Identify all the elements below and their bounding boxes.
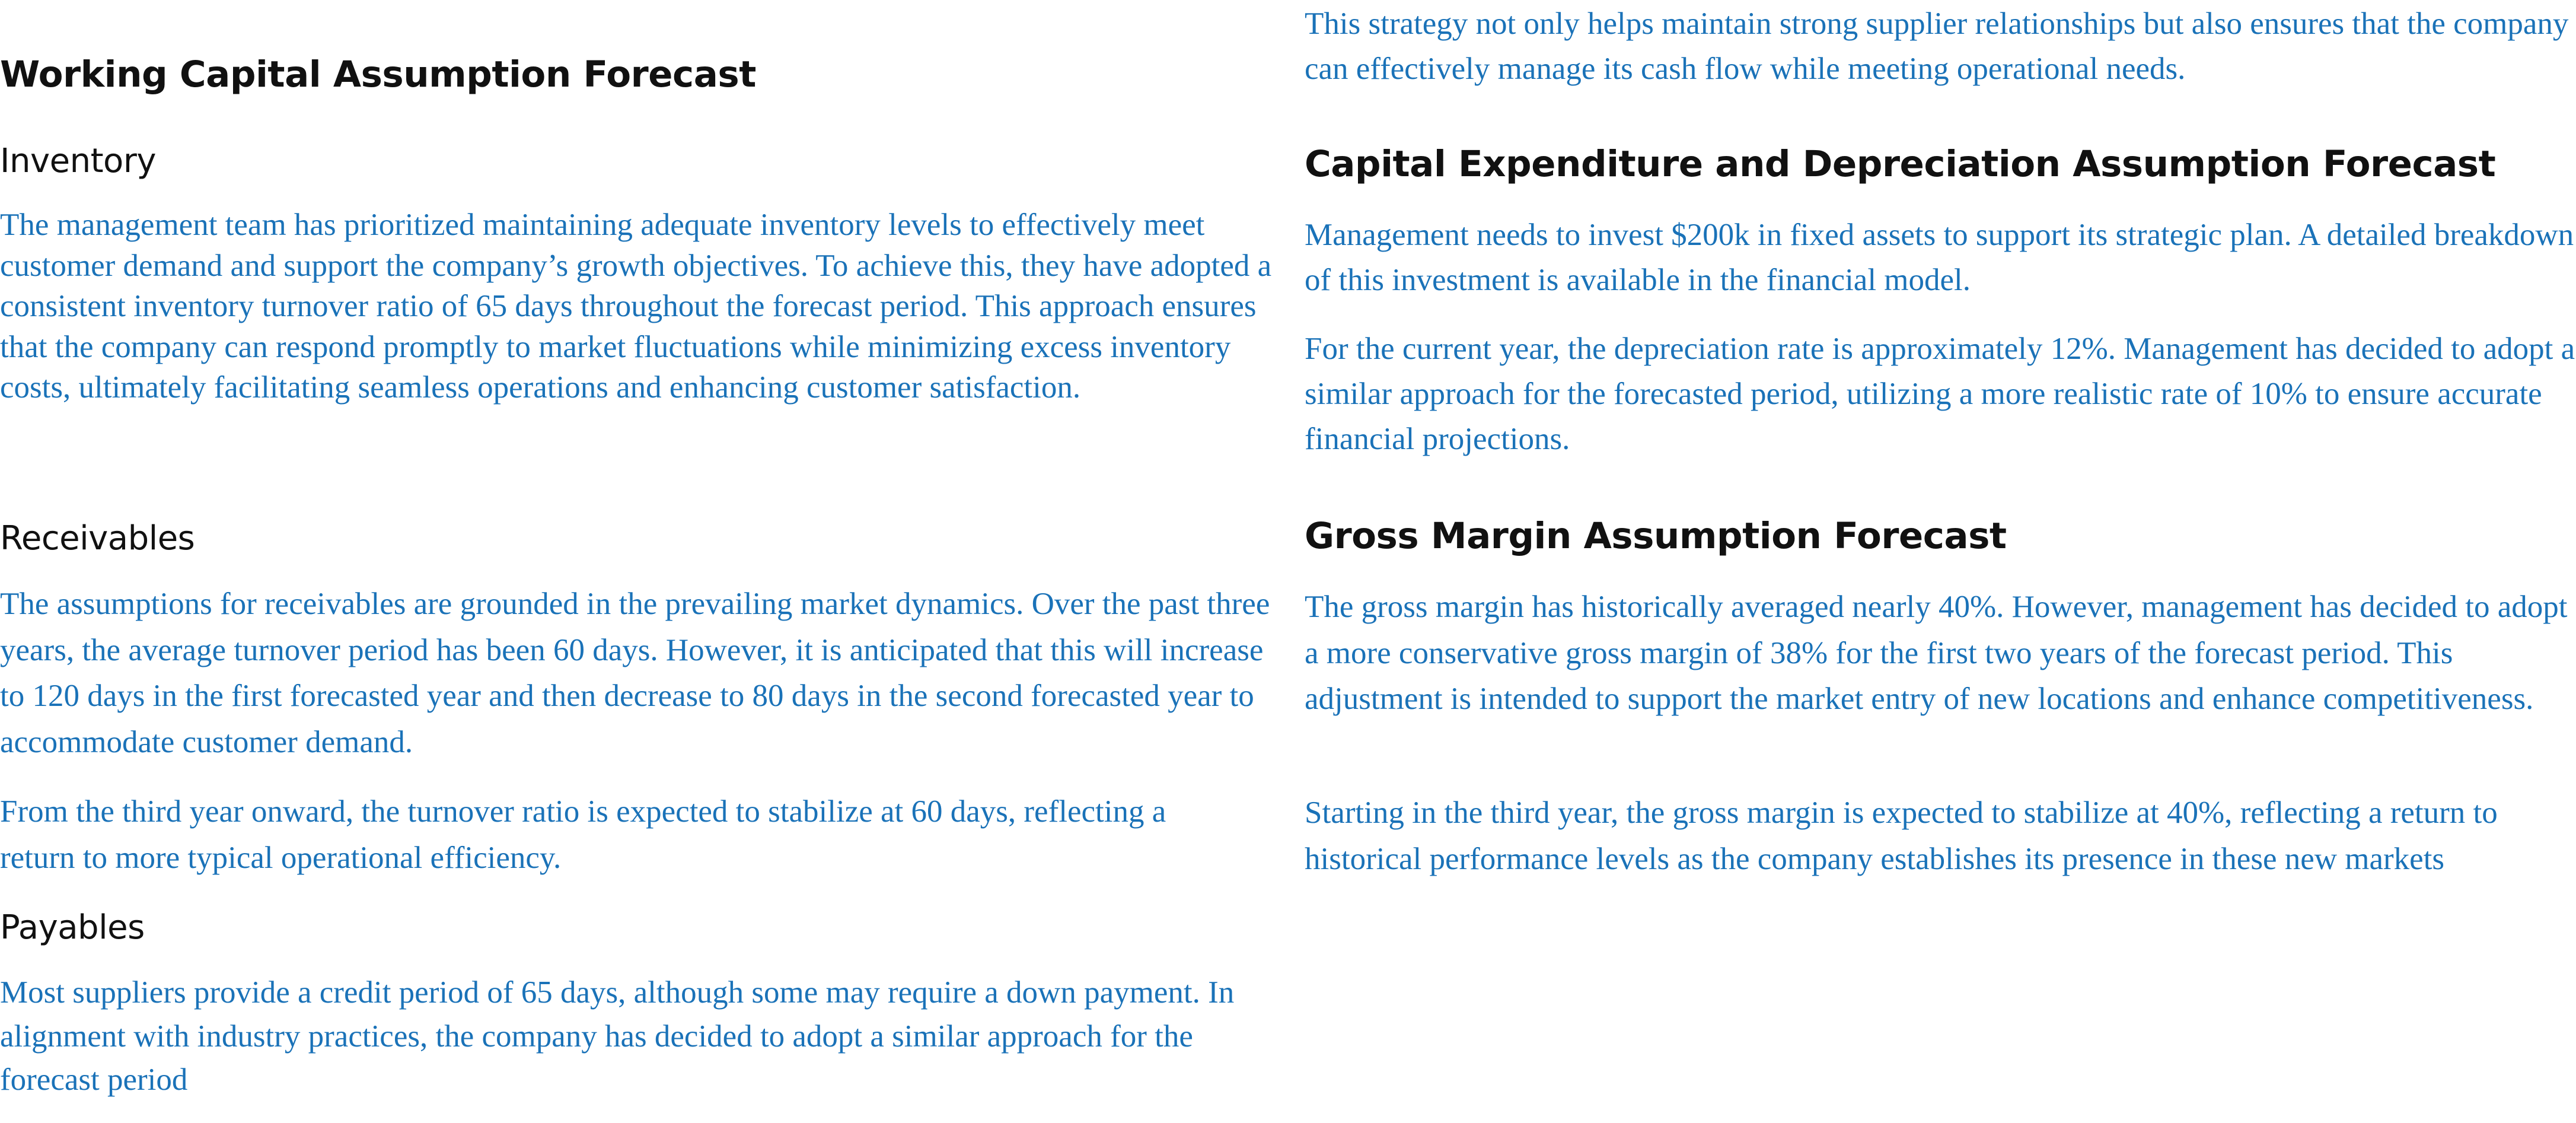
inventory-paragraph: The management team has prioritized maintaining adequate inventory levels to effectively meet customer demand and support the company’s growth objectives. To achieve this, they have adopted a consistent inventory turnover ratio of 65 days throughout the forecast period. This approach ensures that the company can respond promptly to market fluctuations while minimizing excess inventory costs, ultimately facilitating seamless operations and enhancing customer satisfaction.	[0, 208, 1272, 405]
payables-paragraph-2: This strategy not only helps maintain strong supplier relationships but also ensures that the company can effectively manage its cash flow while meeting operational needs.	[1305, 7, 2569, 86]
receivables-paragraph-2: From the third year onward, the turnover ratio is expected to stabilize at 60 days, reflecting a return to more typical operational efficiency.	[0, 794, 1166, 875]
receivables-paragraph-1: The assumptions for receivables are grounded in the prevailing market dynamics. Over the past three years, the average turnover period has been 60 days. However, it is anticipated that this will increase to 120 days in the first forecasted year and then decrease to 80 days in the second forecasted year to accommodate customer demand.	[0, 587, 1270, 759]
gross-margin-paragraph-1: The gross margin has historically averaged nearly 40%. However, management has decided to adopt a more conservative gross margin of 38% for the first two years of the forecast period. This adjustment is intended to support the market entry of new locations and enhance competitiveness.	[1305, 590, 2568, 716]
working-capital-title: Working Capital Assumption Forecast	[0, 53, 756, 96]
inventory-heading: Inventory	[0, 142, 156, 180]
gross-margin-title: Gross Margin Assumption Forecast	[1305, 515, 2007, 557]
capex-title: Capital Expenditure and Depreciation Assumption Forecast	[1305, 143, 2496, 185]
capex-paragraph-1: Management needs to invest $200k in fixed assets to support its strategic plan. A detailed breakdown of this investment is available in the financial model.	[1305, 218, 2574, 297]
receivables-heading: Receivables	[0, 519, 195, 558]
capex-paragraph-2: For the current year, the depreciation rate is approximately 12%. Management has decided to adopt a similar approach for the forecasted period, utilizing a more realistic rate of 10% to ensure accurate financial projections.	[1305, 332, 2575, 456]
gross-margin-paragraph-2: Starting in the third year, the gross margin is expected to stabilize at 40%, reflecting a return to historical performance levels as the company establishes its presence in these new markets	[1305, 796, 2498, 876]
payables-paragraph-1: Most suppliers provide a credit period of 65 days, although some may require a down payment. In alignment with industry practices, the company has decided to adopt a similar approach for the forecast period	[0, 975, 1235, 1097]
payables-heading: Payables	[0, 908, 145, 947]
